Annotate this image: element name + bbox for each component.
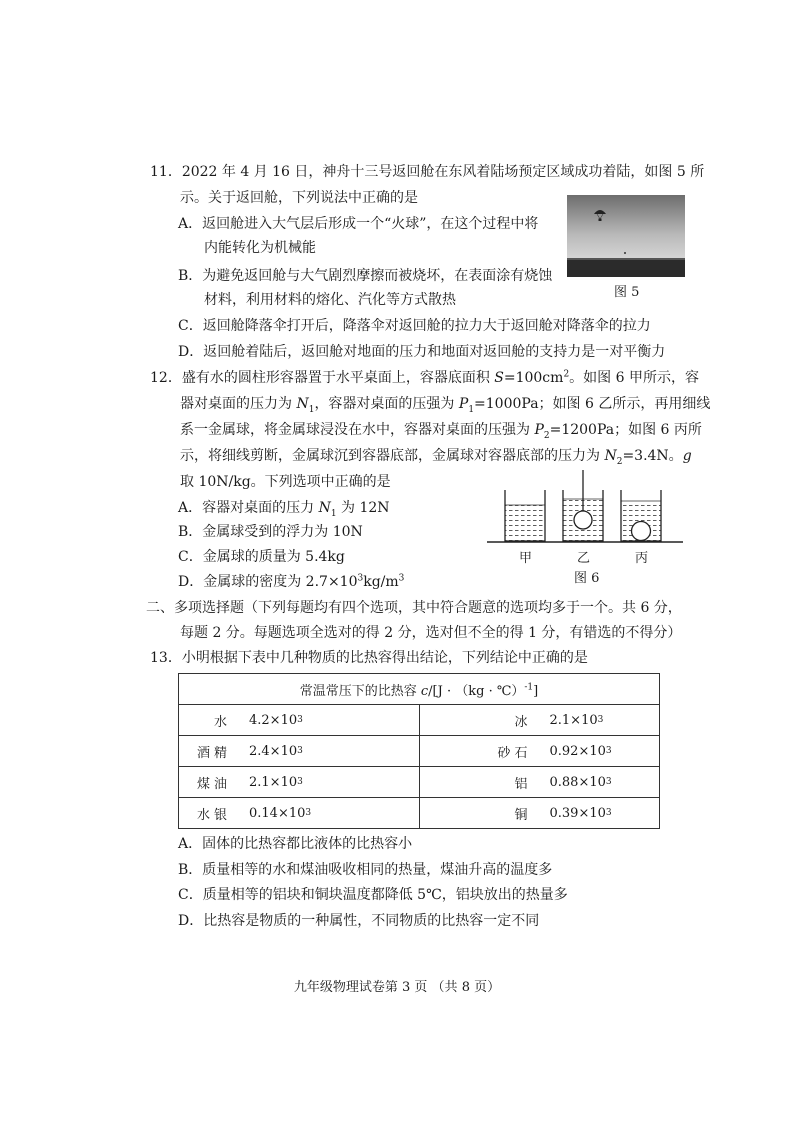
q13-option-b: B．质量相等的水和煤油吸收相同的热量，煤油升高的温度多 bbox=[178, 862, 553, 878]
table-row: 煤油 2.1×10 3 铝 0.88×10 3 bbox=[179, 767, 660, 798]
q12-stem-line2: 器对桌面的压力为 $N_1$，容器对桌面的压强为 $P_1=1000Pa$；如图 6 乙所示，再用细线 bbox=[180, 396, 711, 415]
metal-ball-icon bbox=[574, 511, 592, 529]
q12-stem-line5: 取 10N/kg。下列选项中正确的是 bbox=[180, 474, 391, 490]
q12-stem-line4: 示，将细线剪断，金属球沉到容器底部，金属球对容器底部的压力为 $N_2=3.4N$。g bbox=[180, 448, 692, 467]
figure-6-containers-diagram bbox=[485, 468, 685, 548]
q11-option-a-line1: A．返回舱进入大气层后形成一个“火球”，在这个过程中将 bbox=[178, 216, 539, 232]
q11-option-a-line2: 内能转化为机械能 bbox=[204, 240, 316, 256]
q11-option-d: D．返回舱着陆后，返回舱对地面的压力和地面对返回舱的支持力是一对平衡力 bbox=[178, 344, 666, 360]
q11-option-c: C．返回舱降落伞打开后，降落伞对返回舱的拉力大于返回舱对降落伞的拉力 bbox=[178, 318, 651, 334]
metal-ball-icon bbox=[632, 522, 651, 541]
q12-option-c: C．金属球的质量为 5.4kg bbox=[178, 549, 345, 565]
q11-stem-line1: 11．2022 年 4 月 16 日，神舟十三号返回舱在东风着陆场预定区域成功着陆，如图 5 所 bbox=[150, 164, 705, 180]
section-2-heading-line1: 二、多项选择题（下列每题均有四个选项，其中符合题意的选项均多于一个。共 6 分， bbox=[146, 600, 682, 616]
q12-stem-line3: 系一金属球，将金属球浸没在水中，容器对桌面的压强为 $P_2=1200Pa$；如图 6 丙所 bbox=[180, 422, 702, 441]
section-2-heading-line2: 每题 2 分。每题选项全选对的得 2 分，选对但不全的得 1 分，有错选的不得分） bbox=[180, 625, 682, 641]
q12-option-d: D．金属球的密度为 $2.7\times 10^3kg/m^3$ bbox=[178, 573, 405, 590]
specific-heat-table bbox=[178, 673, 660, 829]
q12-stem-line1: 12．盛有水的圆柱形容器置于水平桌面上，容器底面积 $S=100cm^2$。如图 6 甲所示，容 bbox=[150, 369, 699, 386]
container-yi bbox=[563, 470, 603, 541]
figure-6-caption: 图 6 bbox=[574, 571, 600, 586]
q13-option-a: A．固体的比热容都比液体的比热容小 bbox=[178, 836, 413, 852]
q13-option-c: C．质量相等的铝块和铜块温度都降低 5℃，铝块放出的热量多 bbox=[178, 887, 568, 903]
capsule-icon bbox=[599, 219, 602, 222]
figure-6-label-yi: 乙 bbox=[577, 551, 591, 566]
container-jia bbox=[505, 490, 545, 541]
figure-5-return-capsule-photo bbox=[567, 195, 685, 277]
table-row: 酒精 2.4×10 3 砂石 0.92×10 3 bbox=[179, 736, 660, 767]
page-footer: 九年级物理试卷第 3 页 （共 8 页） bbox=[293, 980, 501, 995]
container-bing bbox=[621, 490, 661, 541]
figure-5-caption: 图 5 bbox=[614, 285, 640, 300]
figure-6-label-jia: 甲 bbox=[519, 551, 533, 566]
q13-option-d: D．比热容是物质的一种属性，不同物质的比热容一定不同 bbox=[178, 913, 540, 929]
q11-option-b-line1: B．为避免返回舱与大气剧烈摩擦而被烧坏，在表面涂有烧蚀 bbox=[178, 268, 553, 284]
table-header: 常温常压下的比热容 c/[J · （kg · ℃）$^{-1}$] bbox=[179, 674, 660, 705]
figure-6-label-bing: 丙 bbox=[635, 551, 649, 566]
q11-option-b-line2: 材料，利用材料的熔化、汽化等方式散热 bbox=[204, 292, 456, 308]
q12-option-a: A．容器对桌面的压力 $N_1$ 为 12N bbox=[178, 500, 390, 519]
table-row: 水 4.2×10 3 冰 2.1×10 3 bbox=[179, 705, 660, 736]
q11-stem-line2: 示。关于返回舱，下列说法中正确的是 bbox=[180, 190, 418, 206]
table-row: 水银 0.14×10 3 铜 0.39×10 3 bbox=[179, 798, 660, 829]
q12-option-b: B．金属球受到的浮力为 10N bbox=[178, 524, 363, 540]
q13-stem: 13．小明根据下表中几种物质的比热容得出结论，下列结论中正确的是 bbox=[150, 650, 588, 666]
